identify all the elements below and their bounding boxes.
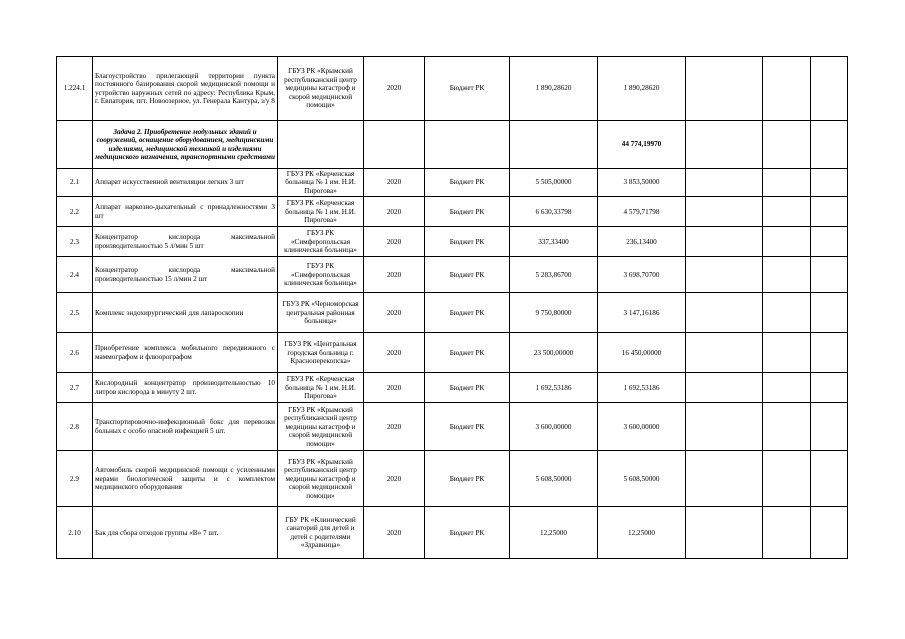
row-budget-amount: 3 698,70700 [598, 257, 686, 293]
row-executor: ГБУЗ РК «Черноморская центральная районная больница» [278, 293, 364, 333]
row-empty-cell [811, 507, 848, 559]
row-year: 2020 [364, 333, 425, 373]
row-funding-source: Бюджет РК [425, 169, 510, 197]
row-total-amount: 23 500,00000 [510, 333, 598, 373]
row-number: 1.224.1 [57, 57, 93, 121]
row-description: Автомобиль скорой медицинской помощи с усиленными мерами биологической защиты и с комплектом медицинского оборудования [93, 451, 278, 507]
row-executor: ГБУЗ РК «Симферопольская клиническая больница» [278, 227, 364, 257]
row-empty-cell [686, 333, 763, 373]
row-executor: ГБУЗ РК «Симферопольская клиническая больница» [278, 257, 364, 293]
row-executor: ГБУЗ РК «Центральная городская больница г. Красноперекопска» [278, 333, 364, 373]
row-empty-cell [811, 333, 848, 373]
row-number: 2.6 [57, 333, 93, 373]
program-table [56, 56, 848, 559]
row-description: Аппарат искусственной вентиляции легких 3 шт [93, 169, 278, 197]
row-empty-cell [763, 121, 811, 169]
row-number: 2.9 [57, 451, 93, 507]
row-budget-amount: 1 890,28620 [598, 57, 686, 121]
table-row [57, 169, 848, 197]
row-empty-cell [686, 57, 763, 121]
row-empty-cell [811, 293, 848, 333]
row-total-amount: 6 630,33798 [510, 197, 598, 227]
row-funding-source: Бюджет РК [425, 403, 510, 451]
row-budget-amount: 12,25000 [598, 507, 686, 559]
row-empty-cell [686, 507, 763, 559]
table-row [57, 57, 848, 121]
row-empty-cell [811, 373, 848, 403]
row-year: 2020 [364, 507, 425, 559]
table-row [57, 403, 848, 451]
row-number: 2.5 [57, 293, 93, 333]
row-funding-source: Бюджет РК [425, 57, 510, 121]
row-empty-cell [686, 257, 763, 293]
row-empty-cell [763, 403, 811, 451]
row-funding-source: Бюджет РК [425, 373, 510, 403]
row-empty-cell [686, 121, 763, 169]
row-description: Концентратор кислорода максимальной производительностью 15 л/мин 2 шт [93, 257, 278, 293]
row-empty-cell [811, 197, 848, 227]
row-executor: ГБУЗ РК «Керченская больница № 1 им. Н.И. Пирогова» [278, 373, 364, 403]
row-budget-amount: 3 600,00000 [598, 403, 686, 451]
row-executor: ГБУЗ РК «Крымский республиканский центр медицины катастроф и скорой медицинской помощи» [278, 451, 364, 507]
row-empty-cell [763, 293, 811, 333]
row-description: Аппарат наркозно-дыхательный с принадлежностями 3 шт [93, 197, 278, 227]
row-empty-cell [763, 169, 811, 197]
row-empty-cell [763, 333, 811, 373]
row-funding-source: Бюджет РК [425, 257, 510, 293]
row-year: 2020 [364, 57, 425, 121]
row-budget-amount: 4 579,71798 [598, 197, 686, 227]
row-empty-cell [763, 451, 811, 507]
row-description: Концентратор кислорода максимальной производительностью 5 л/мин 5 шт [93, 227, 278, 257]
row-empty-cell [278, 121, 364, 169]
row-total-amount: 5 283,86700 [510, 257, 598, 293]
row-funding-source: Бюджет РК [425, 333, 510, 373]
row-empty-cell [811, 257, 848, 293]
row-number: 2.8 [57, 403, 93, 451]
row-empty-cell [763, 507, 811, 559]
row-year: 2020 [364, 403, 425, 451]
row-description: Бак для сбора отходов группы «В» 7 шт. [93, 507, 278, 559]
row-budget-amount: 5 608,50000 [598, 451, 686, 507]
row-number: 2.1 [57, 169, 93, 197]
row-empty-cell [510, 121, 598, 169]
row-year: 2020 [364, 227, 425, 257]
row-empty-cell [811, 227, 848, 257]
row-year: 2020 [364, 451, 425, 507]
row-empty-cell [763, 257, 811, 293]
row-empty-cell [763, 373, 811, 403]
table-row [57, 451, 848, 507]
row-empty-cell [763, 197, 811, 227]
row-description: Кислородный концентратор производительностью 10 литров кислорода в минуту 2 шт. [93, 373, 278, 403]
row-description: Приобретение комплекса мобильного передвижного с маммографом и флюорографом [93, 333, 278, 373]
task-heading: Задача 2. Приобретение модульных зданий и сооружений, оснащение оборудованием, медицинскими изделиями, медицинской техникой и изделиями медицинского назначения, транспортными средствами [93, 121, 278, 169]
row-empty-cell [686, 373, 763, 403]
row-empty-cell [811, 451, 848, 507]
row-empty-cell [364, 121, 425, 169]
task-header-row [57, 121, 848, 169]
row-empty-cell [686, 403, 763, 451]
row-empty-cell [811, 403, 848, 451]
table-row [57, 507, 848, 559]
row-empty-cell [425, 121, 510, 169]
row-total-amount: 1 692,53186 [510, 373, 598, 403]
row-empty-cell [763, 227, 811, 257]
row-year: 2020 [364, 197, 425, 227]
row-total-amount: 337,33400 [510, 227, 598, 257]
row-description: Комплекс эндохирургический для лапароскопии [93, 293, 278, 333]
task-total-amount: 44 774,19970 [598, 121, 686, 169]
row-funding-source: Бюджет РК [425, 451, 510, 507]
row-empty-cell [811, 57, 848, 121]
table-row [57, 373, 848, 403]
row-funding-source: Бюджет РК [425, 293, 510, 333]
row-funding-source: Бюджет РК [425, 197, 510, 227]
row-executor: ГБУЗ РК «Керченская больница № 1 им. Н.И. Пирогова» [278, 169, 364, 197]
row-budget-amount: 1 692,53186 [598, 373, 686, 403]
table-row [57, 333, 848, 373]
row-number: 2.7 [57, 373, 93, 403]
row-empty-cell [57, 121, 93, 169]
row-empty-cell [686, 227, 763, 257]
row-total-amount: 9 750,80000 [510, 293, 598, 333]
row-total-amount: 12,25000 [510, 507, 598, 559]
row-total-amount: 1 890,28620 [510, 57, 598, 121]
row-funding-source: Бюджет РК [425, 227, 510, 257]
row-funding-source: Бюджет РК [425, 507, 510, 559]
row-empty-cell [686, 197, 763, 227]
row-year: 2020 [364, 293, 425, 333]
table-row [57, 293, 848, 333]
row-empty-cell [686, 293, 763, 333]
row-empty-cell [811, 121, 848, 169]
row-description: Благоустройство прилегающей территории пункта постоянного базирования скорой медицинской помощи и устройство наружных сетей по адресу: Республика Крым, г. Евпатория, пгт. Новоозерное, ул. Генерала Кантура, з/у 8 [93, 57, 278, 121]
row-number: 2.10 [57, 507, 93, 559]
row-executor: ГБУЗ РК «Керченская больница № 1 им. Н.И. Пирогова» [278, 197, 364, 227]
row-year: 2020 [364, 257, 425, 293]
table-row [57, 257, 848, 293]
row-executor: ГБУЗ РК «Крымский республиканский центр медицины катастроф и скорой медицинской помощи» [278, 57, 364, 121]
table-row [57, 227, 848, 257]
row-budget-amount: 16 450,00000 [598, 333, 686, 373]
row-total-amount: 5 505,00000 [510, 169, 598, 197]
row-executor: ГБУЗ РК «Крымский республиканский центр медицины катастроф и скорой медицинской помощи» [278, 403, 364, 451]
row-executor: ГБУ РК «Клинический санаторий для детей и детей с родителями «Здравница» [278, 507, 364, 559]
row-budget-amount: 3 853,50000 [598, 169, 686, 197]
row-total-amount: 3 600,00000 [510, 403, 598, 451]
row-year: 2020 [364, 373, 425, 403]
row-empty-cell [811, 169, 848, 197]
row-empty-cell [763, 57, 811, 121]
table-row [57, 197, 848, 227]
row-number: 2.3 [57, 227, 93, 257]
row-description: Транспортировочно-инфекционный бокс для перевозки больных с особо опасной инфекцией 5 шт. [93, 403, 278, 451]
row-empty-cell [686, 169, 763, 197]
row-number: 2.4 [57, 257, 93, 293]
row-number: 2.2 [57, 197, 93, 227]
row-year: 2020 [364, 169, 425, 197]
row-empty-cell [686, 451, 763, 507]
row-budget-amount: 3 147,16186 [598, 293, 686, 333]
row-budget-amount: 236,13400 [598, 227, 686, 257]
row-total-amount: 5 608,50000 [510, 451, 598, 507]
